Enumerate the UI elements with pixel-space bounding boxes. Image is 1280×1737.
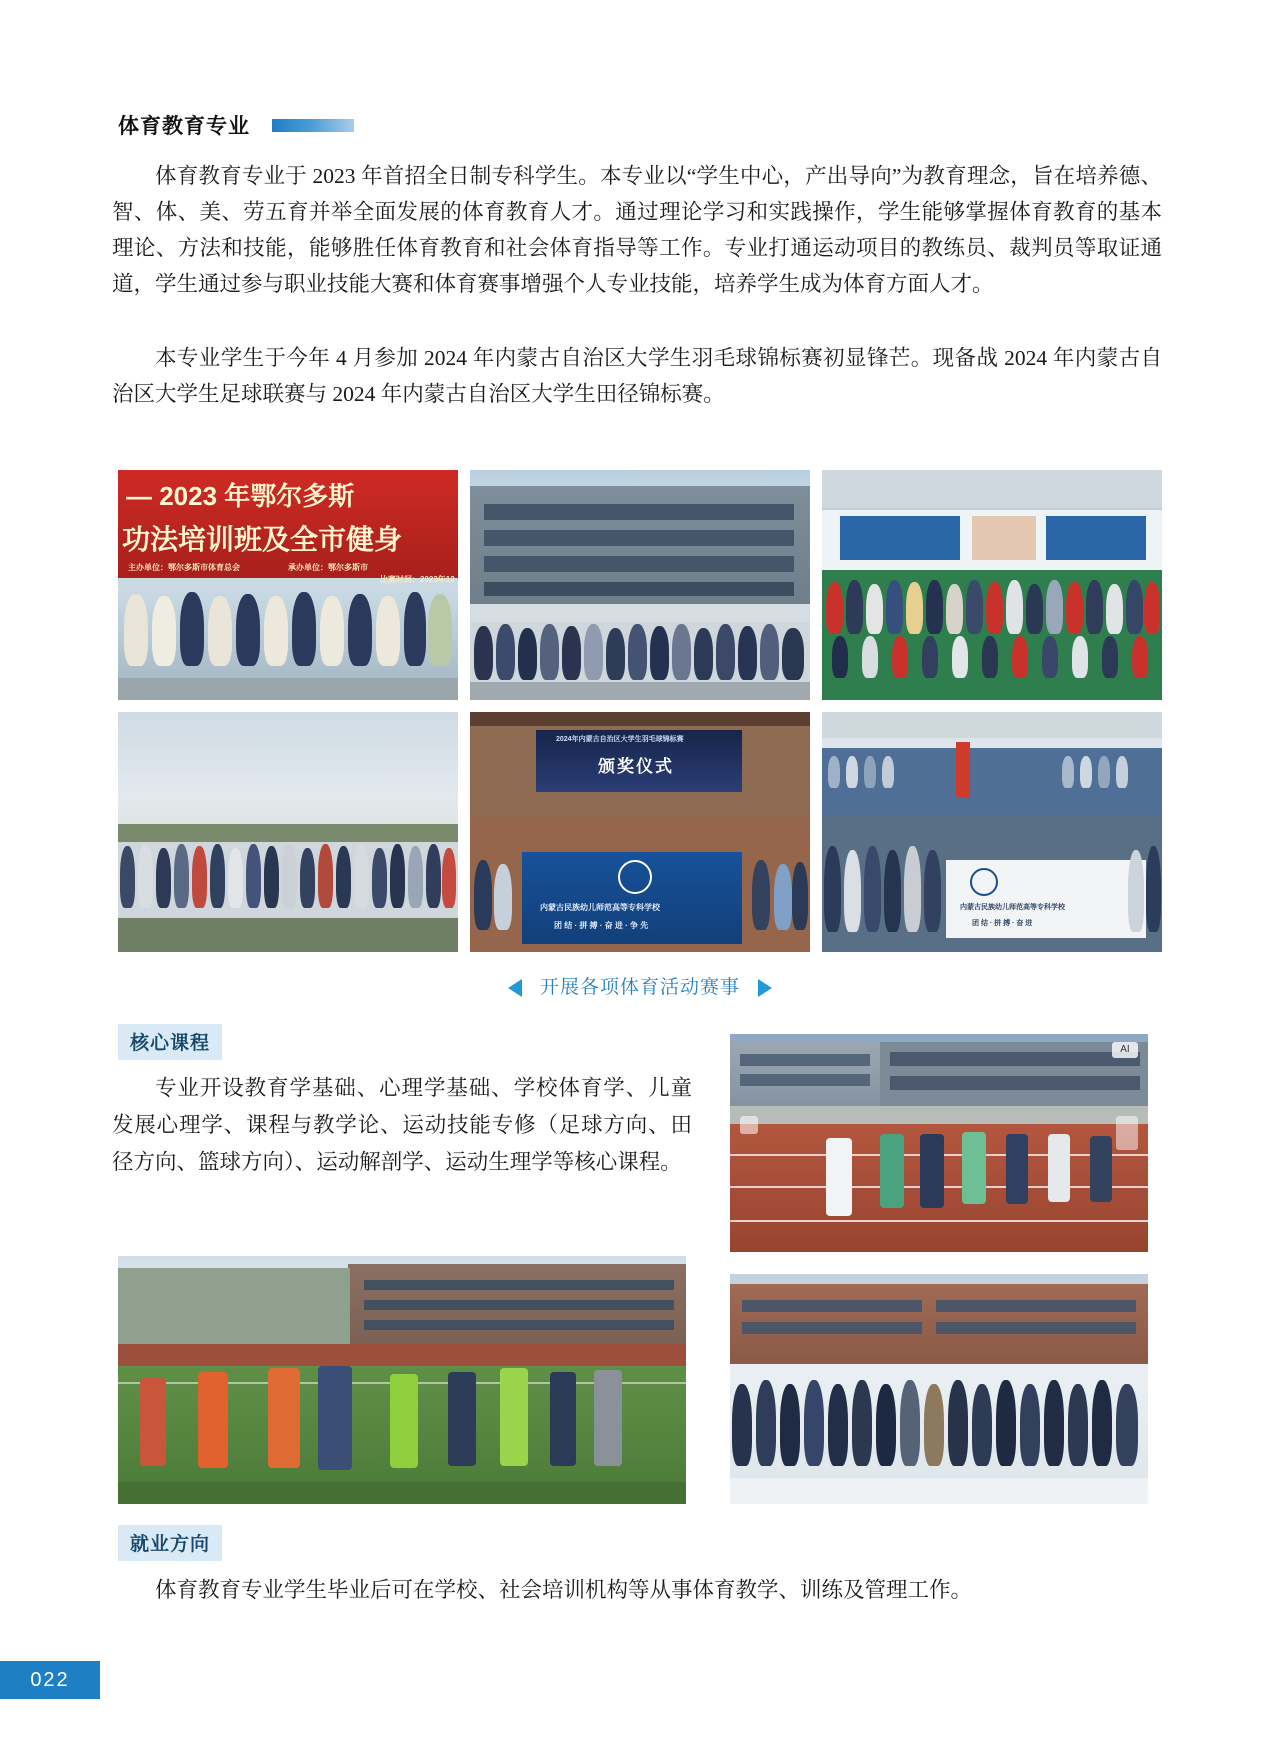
caption-right-arrow-icon bbox=[758, 979, 772, 997]
section-header bbox=[118, 110, 354, 140]
photo-outdoor-field-group bbox=[118, 712, 458, 952]
photo-award-ceremony: 2024年内蒙古自治区大学生羽毛球锦标赛 颁奖仪式 内蒙古民族幼儿师范高等专科学校 团 结 · 拼 搏 · 奋 进 · 争 先 bbox=[470, 712, 810, 952]
photo-group-outside-building bbox=[470, 470, 810, 700]
photo-soccer-training bbox=[118, 1256, 686, 1504]
title-accent-bar bbox=[272, 119, 354, 132]
photo-indoor-gym-group bbox=[822, 470, 1162, 700]
page-title: 体育教育专业 bbox=[118, 115, 250, 138]
intro-paragraph-1: 体育教育专业于 2023 年首招全日制专科学生。本专业以“学生中心，产出导向”为教育理念，旨在培养德、智、体、美、劳五育并举全面发展的体育教育人才。通过理论学习和实践操作，学生能够掌握体育教育的基本理论、方法和技能，能够胜任体育教育和社会体育指导等工作。专业打通运动项目的教练员、裁判员等取证通道，学生通过参与职业技能大赛和体育赛事增强个人专业技能，培养学生成为体育方面人才。 bbox=[112, 164, 1162, 296]
page-number: 022 bbox=[0, 1661, 100, 1699]
gallery-caption-text: 开展各项体育活动赛事 bbox=[539, 977, 740, 998]
photo-winter-team-photo bbox=[730, 1274, 1148, 1504]
ai-badge-icon: AI bbox=[1112, 1042, 1138, 1058]
caption-left-arrow-icon bbox=[508, 979, 522, 997]
gallery-caption bbox=[0, 972, 1280, 999]
photo-training-class-banner: — 2023 年鄂尔多斯 功法培训班及全市健身 主办单位：鄂尔多斯市体育总会 承办单位：鄂尔多斯市 比赛时间：2023年12 bbox=[118, 470, 458, 700]
photo-track-running bbox=[730, 1034, 1148, 1252]
photo-stadium-flag-group: 内蒙古民族幼儿师范高等专科学校 团 结 · 拼 搏 · 奋 进 bbox=[822, 712, 1162, 952]
chip-core-courses: 核心课程 bbox=[118, 1024, 222, 1060]
core-courses-text: 专业开设教育学基础、心理学基础、学校体育学、儿童发展心理学、课程与教学论、运动技能专修（足球方向、田径方向、篮球方向）、运动解剖学、运动生理学等核心课程。 bbox=[112, 1076, 692, 1174]
intro-paragraph-2: 本专业学生于今年 4 月参加 2024 年内蒙古自治区大学生羽毛球锦标赛初显锋芒。现备战 2024 年内蒙古自治区大学生足球联赛与 2024 年内蒙古自治区大学生田径锦标赛。 bbox=[112, 346, 1162, 406]
chip-employment-direction: 就业方向 bbox=[118, 1525, 222, 1561]
employment-direction-text: 体育教育专业学生毕业后可在学校、社会培训机构等从事体育教学、训练及管理工作。 bbox=[155, 1578, 973, 1602]
